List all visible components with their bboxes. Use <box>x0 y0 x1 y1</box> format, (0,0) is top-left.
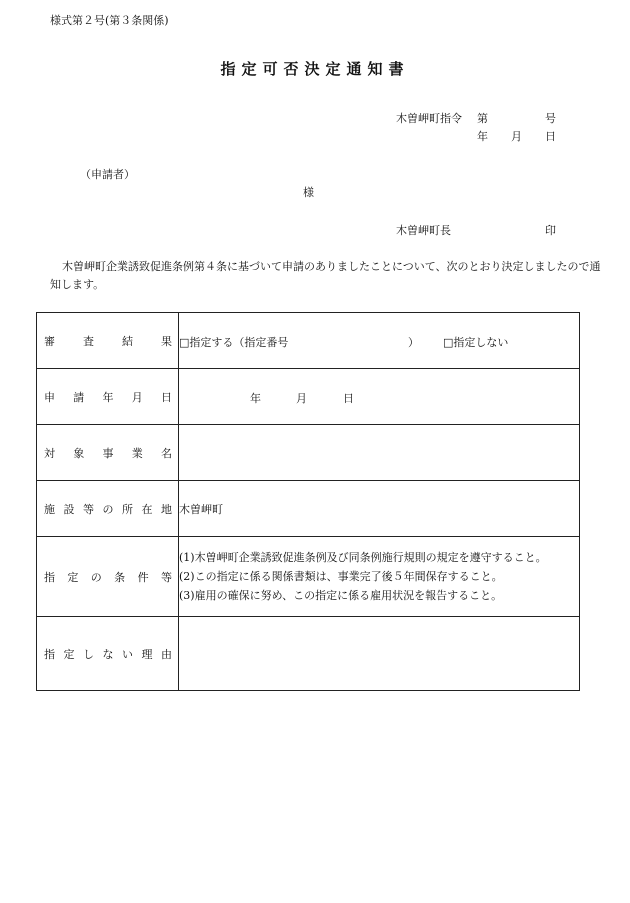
row-label-char: 在 <box>141 502 153 516</box>
table-row-location <box>37 481 580 537</box>
decision-table <box>36 312 580 691</box>
row-label-char: な <box>102 647 114 661</box>
row-label-char: 定 <box>63 647 75 661</box>
business-name-cell <box>179 425 580 481</box>
row-label-char: 請 <box>73 390 85 404</box>
application-day: 日 <box>343 391 354 405</box>
notice-body: 木曽岬町企業誘致促進条例第４条に基づいて申請のありましたことについて、次のとおり決定しましたので通知します。 <box>50 260 601 291</box>
refusal-reason-cell <box>179 617 580 691</box>
row-label-char: 由 <box>161 647 172 661</box>
row-label-char: し <box>83 647 94 661</box>
row-label-char: の <box>102 502 114 516</box>
seal-label: 印 <box>545 224 556 237</box>
mayor-label: 木曽岬町長 <box>396 224 451 237</box>
row-label-conditions <box>37 537 179 617</box>
table-row-refusal-reason <box>37 617 580 691</box>
row-label-char: 申 <box>44 390 55 404</box>
applicant-label: （申請者） <box>80 168 135 181</box>
row-label-char: 指 <box>44 570 55 584</box>
row-label-char: 条 <box>114 570 126 584</box>
row-label-char: 査 <box>83 334 94 348</box>
honorific-label: 様 <box>303 186 314 199</box>
table-row-result <box>37 313 580 369</box>
table-row-application-date <box>37 369 580 425</box>
row-label-char: 施 <box>44 502 55 516</box>
condition-item: (1)木曽岬町企業誘致促進条例及び同条例施行規則の規定を遵守すること。 <box>179 551 547 564</box>
row-label-char: 結 <box>122 334 133 348</box>
row-label-refusal-reason <box>37 617 179 691</box>
row-label-char: 審 <box>44 334 55 348</box>
row-label-char: 名 <box>161 446 172 460</box>
row-label-char: 業 <box>131 446 143 460</box>
designate-checkbox[interactable]: □指定する（指定番号 <box>179 335 289 349</box>
application-date-cell <box>179 369 580 425</box>
doc-number-prefix: 第 <box>477 112 488 125</box>
issue-date-year: 年 <box>477 130 488 143</box>
row-label-char: 対 <box>44 446 55 460</box>
row-label-char: 理 <box>141 647 153 661</box>
table-row-business-name <box>37 425 580 481</box>
row-label-location <box>37 481 179 537</box>
row-label-char: 象 <box>73 446 85 460</box>
application-month: 月 <box>296 391 307 405</box>
result-cell <box>179 313 580 369</box>
conditions-cell <box>179 537 580 617</box>
row-label-char: 地 <box>161 502 172 516</box>
row-label-char: 所 <box>122 502 133 516</box>
application-year: 年 <box>250 391 261 405</box>
table-row-conditions <box>37 537 580 617</box>
doc-number-suffix: 号 <box>545 112 556 125</box>
designation-number-close: ） <box>408 335 419 349</box>
row-label-char: 年 <box>102 390 114 404</box>
issuer-label: 木曽岬町指令 <box>396 112 462 125</box>
issue-date-day: 日 <box>545 130 556 143</box>
row-label-char: 設 <box>63 502 75 516</box>
row-label-char: 件 <box>137 570 149 584</box>
row-label-char: 月 <box>131 390 143 404</box>
row-label-result <box>37 313 179 369</box>
not-designate-checkbox[interactable]: □指定しない <box>443 335 509 349</box>
condition-item: (2)この指定に係る関係書類は、事業完了後５年間保存すること。 <box>179 570 503 583</box>
page-title: 指定可否決定通知書 <box>220 60 410 78</box>
condition-item: (3)雇用の確保に努め、この指定に係る雇用状況を報告すること。 <box>179 589 503 602</box>
row-label-business-name <box>37 425 179 481</box>
row-label-char: 等 <box>160 570 172 584</box>
row-label-char: い <box>122 647 133 661</box>
row-label-char: 日 <box>161 390 172 404</box>
row-label-application-date <box>37 369 179 425</box>
row-label-char: 等 <box>83 502 94 516</box>
row-label-char: の <box>90 570 102 584</box>
issue-date-month: 月 <box>511 130 522 143</box>
row-label-char: 事 <box>102 446 114 460</box>
location-cell: 木曽岬町 <box>179 481 580 537</box>
row-label-char: 定 <box>67 570 79 584</box>
form-number: 様式第２号(第３条関係) <box>50 14 169 27</box>
row-label-char: 指 <box>44 647 55 661</box>
row-label-char: 果 <box>161 334 172 348</box>
